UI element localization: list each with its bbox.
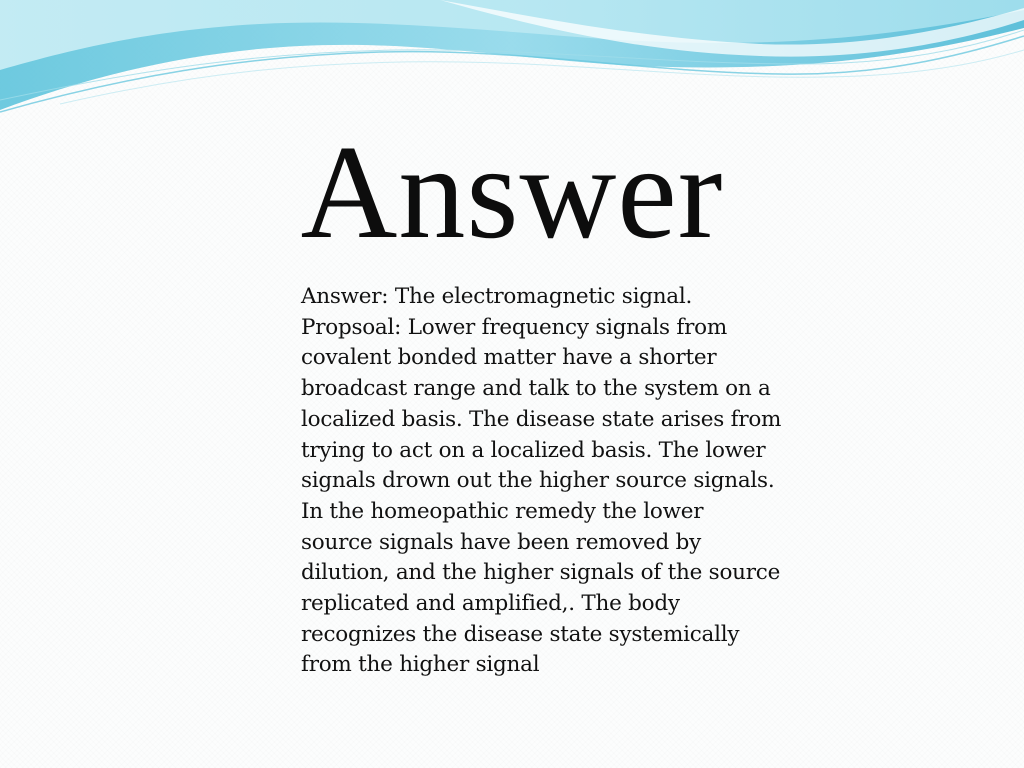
slide-title: Answer	[300, 118, 724, 266]
slide-body-text: Answer: The electromagnetic signal. Propsoal: Lower frequency signals from covalent bonded matter have a shorter broadcast range and talk to the system on a localized basis. The disease state arises from trying to act on a localized basis. The lower signals drown out the higher source signals. In the homeopathic remedy the lower source signals have been removed by dilution, and the higher signals of the source replicated and amplified,. The body recognizes the disease state systemically from the higher signal	[301, 284, 782, 678]
wave-header-decoration	[0, 0, 1024, 130]
